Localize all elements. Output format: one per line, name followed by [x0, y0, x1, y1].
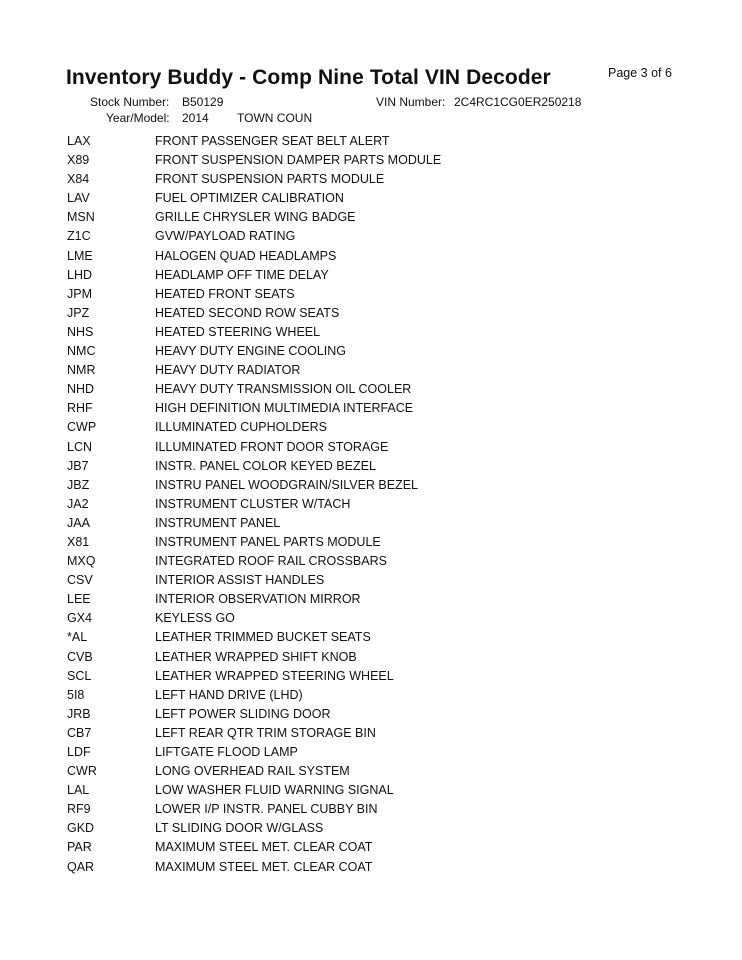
- option-code: X81: [67, 534, 90, 549]
- option-description: HEATED SECOND ROW SEATS: [155, 305, 340, 320]
- option-description: LEFT REAR QTR TRIM STORAGE BIN: [155, 725, 376, 740]
- option-description: HEATED STEERING WHEEL: [155, 324, 321, 339]
- option-description: LEATHER WRAPPED SHIFT KNOB: [155, 649, 357, 664]
- option-row: [0, 399, 742, 418]
- model-value: TOWN COUN: [237, 111, 313, 125]
- vin-number-label: VIN Number:: [376, 95, 446, 109]
- year-model-label: Year/Model:: [106, 111, 170, 125]
- option-code: LAV: [67, 191, 90, 206]
- option-description: INSTRU PANEL WOODGRAIN/SILVER BEZEL: [155, 477, 419, 492]
- option-description: HEADLAMP OFF TIME DELAY: [155, 267, 329, 282]
- option-code: X89: [67, 153, 90, 168]
- option-code: JBZ: [67, 477, 90, 492]
- option-description: INSTRUMENT PANEL: [155, 515, 281, 530]
- option-row: [0, 667, 742, 686]
- option-description: INSTRUMENT PANEL PARTS MODULE: [155, 534, 381, 549]
- option-code: CSV: [67, 573, 93, 588]
- option-code: LEE: [67, 592, 91, 607]
- option-description: LEATHER WRAPPED STEERING WHEEL: [155, 668, 394, 683]
- option-code: JAA: [67, 515, 90, 530]
- option-row: [0, 724, 742, 743]
- option-code: JPZ: [67, 305, 90, 320]
- option-code: Z1C: [67, 229, 91, 244]
- option-description: LEFT HAND DRIVE (LHD): [155, 687, 303, 702]
- option-code: CB7: [67, 725, 92, 740]
- option-row: [0, 686, 742, 705]
- option-row: [0, 819, 742, 838]
- option-row: [0, 648, 742, 667]
- option-description: LEATHER TRIMMED BUCKET SEATS: [155, 630, 371, 645]
- option-row: [0, 838, 742, 857]
- option-code: LAL: [67, 783, 90, 798]
- option-description: INTERIOR ASSIST HANDLES: [155, 573, 325, 588]
- option-row: [0, 285, 742, 304]
- option-code: CWR: [67, 764, 97, 779]
- option-description: LOW WASHER FLUID WARNING SIGNAL: [155, 783, 394, 798]
- option-code: GKD: [67, 821, 95, 836]
- option-code: MXQ: [67, 554, 96, 569]
- option-row: [0, 170, 742, 189]
- option-row: [0, 323, 742, 342]
- option-code: 5I8: [67, 687, 85, 702]
- option-description: LIFTGATE FLOOD LAMP: [155, 745, 298, 759]
- option-row: [0, 858, 742, 877]
- option-row: [0, 380, 742, 399]
- option-description: INTERIOR OBSERVATION MIRROR: [155, 592, 361, 607]
- option-row: [0, 438, 742, 457]
- option-row: [0, 132, 742, 151]
- option-row: [0, 743, 742, 762]
- option-row: [0, 151, 742, 170]
- option-description: LEFT POWER SLIDING DOOR: [155, 706, 331, 721]
- option-description: LOWER I/P INSTR. PANEL CUBBY BIN: [155, 802, 378, 817]
- option-code: NHS: [67, 324, 94, 339]
- option-code: CVB: [67, 649, 93, 664]
- option-row: [0, 571, 742, 590]
- option-code: CWP: [67, 420, 97, 435]
- option-code: X84: [67, 172, 90, 187]
- option-row: [0, 227, 742, 246]
- year-value: 2014: [182, 111, 209, 125]
- option-code: LDF: [67, 745, 91, 759]
- option-description: HEAVY DUTY ENGINE COOLING: [155, 344, 347, 359]
- option-row: [0, 457, 742, 476]
- option-row: [0, 304, 742, 323]
- option-description: FRONT PASSENGER SEAT BELT ALERT: [155, 134, 390, 148]
- option-code: LHD: [67, 267, 93, 282]
- option-description: FUEL OPTIMIZER CALIBRATION: [155, 191, 344, 206]
- vin-number-value: 2C4RC1CG0ER250218: [454, 95, 582, 109]
- option-description: ILLUMINATED FRONT DOOR STORAGE: [155, 439, 389, 454]
- option-description: HEATED FRONT SEATS: [155, 286, 295, 301]
- option-description: HALOGEN QUAD HEADLAMPS: [155, 248, 337, 263]
- option-description: MAXIMUM STEEL MET. CLEAR COAT: [155, 859, 373, 874]
- option-code: JA2: [67, 496, 89, 511]
- option-row: [0, 800, 742, 819]
- option-row: [0, 609, 742, 628]
- option-row: [0, 208, 742, 227]
- option-row: [0, 247, 742, 266]
- option-description: INSTR. PANEL COLOR KEYED BEZEL: [155, 458, 376, 473]
- option-description: ILLUMINATED CUPHOLDERS: [155, 420, 328, 435]
- stock-number-value: B50129: [182, 95, 224, 109]
- option-row: [0, 342, 742, 361]
- option-code: QAR: [67, 859, 95, 874]
- option-code: JB7: [67, 458, 89, 473]
- option-description: GVW/PAYLOAD RATING: [155, 229, 296, 244]
- option-code: *AL: [67, 630, 88, 645]
- option-code: SCL: [67, 668, 92, 683]
- option-description: HEAVY DUTY RADIATOR: [155, 363, 301, 378]
- option-row: [0, 514, 742, 533]
- page-number: Page 3 of 6: [608, 66, 672, 80]
- option-code: NHD: [67, 382, 95, 397]
- option-description: GRILLE CHRYSLER WING BADGE: [155, 210, 356, 225]
- option-description: HEAVY DUTY TRANSMISSION OIL COOLER: [155, 382, 412, 397]
- option-description: MAXIMUM STEEL MET. CLEAR COAT: [155, 840, 373, 855]
- option-row: [0, 590, 742, 609]
- option-row: [0, 495, 742, 514]
- option-description: FRONT SUSPENSION DAMPER PARTS MODULE: [155, 153, 442, 168]
- option-description: FRONT SUSPENSION PARTS MODULE: [155, 172, 385, 187]
- option-description: INSTRUMENT CLUSTER W/TACH: [155, 496, 351, 511]
- option-row: [0, 189, 742, 208]
- option-code: LME: [67, 248, 93, 263]
- option-code: NMC: [67, 344, 96, 359]
- option-row: [0, 781, 742, 800]
- option-code: MSN: [67, 210, 95, 225]
- option-code: JPM: [67, 286, 92, 301]
- option-description: LT SLIDING DOOR W/GLASS: [155, 821, 324, 836]
- option-code: JRB: [67, 706, 91, 721]
- option-code: NMR: [67, 363, 96, 378]
- option-row: [0, 418, 742, 437]
- option-code: GX4: [67, 611, 93, 626]
- option-row: [0, 533, 742, 552]
- option-code: RF9: [67, 802, 91, 817]
- option-description: HIGH DEFINITION MULTIMEDIA INTERFACE: [155, 401, 414, 416]
- option-row: [0, 552, 742, 571]
- option-description: INTEGRATED ROOF RAIL CROSSBARS: [155, 554, 387, 569]
- option-row: [0, 361, 742, 380]
- option-description: KEYLESS GO: [155, 611, 235, 626]
- document-title: Inventory Buddy - Comp Nine Total VIN Decoder: [66, 66, 551, 89]
- stock-number-label: Stock Number:: [90, 95, 170, 109]
- option-row: [0, 628, 742, 647]
- option-code: LAX: [67, 134, 91, 148]
- option-description: LONG OVERHEAD RAIL SYSTEM: [155, 764, 350, 779]
- option-row: [0, 266, 742, 285]
- option-code: RHF: [67, 401, 93, 416]
- option-row: [0, 762, 742, 781]
- option-code: LCN: [67, 439, 93, 454]
- option-row: [0, 476, 742, 495]
- option-code: PAR: [67, 840, 92, 855]
- option-row: [0, 705, 742, 724]
- option-code-list: [0, 132, 742, 877]
